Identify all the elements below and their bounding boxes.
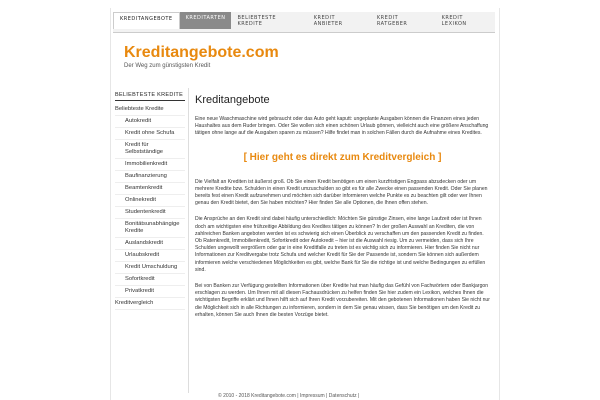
- sidebar-item-sofortkredit[interactable]: Sofortkredit: [115, 274, 185, 286]
- tab-kreditarten[interactable]: KREDITARTEN: [180, 12, 232, 29]
- sidebar-item-kredit-ohne-schufa[interactable]: Kredit ohne Schufa: [115, 128, 185, 140]
- tab-kredit-ratgeber[interactable]: KREDIT RATGEBER: [376, 15, 408, 27]
- kreditvergleich-link[interactable]: [ Hier geht es direkt zum Kreditvergleich ]: [243, 151, 442, 163]
- sidebar-item-beliebteste-kredite[interactable]: Beliebteste Kredite: [115, 104, 185, 116]
- sidebar-item-autokredit[interactable]: Autokredit: [115, 116, 185, 128]
- sidebar-item-bonitaetsunabhaengige-kredite[interactable]: Bonitätsunabhängige Kredite: [115, 219, 185, 238]
- main-content: [195, 88, 490, 328]
- sidebar-item-auslandskredit[interactable]: Auslandskredit: [115, 238, 185, 250]
- site-slogan: Der Weg zum günstigsten Kredit: [124, 63, 211, 69]
- sidebar-item-studentenkredit[interactable]: Studentenkredit: [115, 207, 185, 219]
- sidebar-item-kredit-umschuldung[interactable]: Kredit Umschuldung: [115, 262, 185, 274]
- site-logo[interactable]: Kreditangebote.com: [124, 44, 279, 61]
- footer: © 2010 - 2018 Kreditangebote.com | Impressum | Datenschutz |: [218, 393, 360, 399]
- sidebar-item-privatkredit[interactable]: Privatkredit: [115, 286, 185, 298]
- paragraph-vielfalt: Die Vielfalt an Krediten ist äußerst groß. Ob Sie einen Kredit benötigen um einen kurzfristigen Engpass abzudecken oder um mehrere Kredite bzw. Schulden in einen Kredit umzuschulden so gibt es für alle Zwecke einen passenden Kredit. Oder Sie planen bereits fest einen Kredit aufzunehmen und möchten sich darüber informieren welche Punkte es zu beachten gilt oder wer Ihnen genau den Kredit bietet, den Sie haben möchten? Hier finden Sie alle Optionen, die Ihnen offen stehen.: [195, 178, 488, 207]
- column-divider: [188, 88, 189, 393]
- header-divider: [113, 32, 495, 33]
- tab-kredit-lexikon[interactable]: KREDIT LEXIKON: [441, 15, 467, 27]
- sidebar-item-baufinanzierung[interactable]: Baufinanzierung: [115, 171, 185, 183]
- sidebar-heading: BELIEBTESTE KREDITE: [115, 92, 185, 101]
- sidebar-item-kreditvergleich[interactable]: Kreditvergleich: [115, 298, 185, 310]
- page-title: Kreditangebote: [195, 94, 270, 106]
- top-navigation: [113, 12, 495, 32]
- sidebar: [115, 92, 185, 310]
- sidebar-item-onlinekredit[interactable]: Onlinekredit: [115, 195, 185, 207]
- tab-kredit-anbieter[interactable]: KREDIT ANBIETER: [313, 15, 343, 27]
- intro-paragraph: Eine neue Waschmaschine wird gebraucht oder das Auto geht kaputt: ungeplante Ausgaben können die Finanzen eines jeden Haushaltes aus dem Ruder bringen. Oder Sie wollen sich einen schönen Urlaub gönnen, vielleicht auch eine größere Anschaffung tätigen ohne lange auf die Ausgaben sparen zu müssen? Hilfe findet man in solchen Fällen durch die Aufnahme eines Kredites.: [195, 116, 489, 137]
- paragraph-banken-informationen: Bei von Banken zur Verfügung gestellten Informationen über Kredite hat man häufig das Gefühl von Fachwörtern oder Bankjargon erschlagen zu werden. Um Ihnen mit all diesen Fachausdrücken zu helfen finden Sie hier zudem ein Lexikon, welches Ihnen die wichtigsten Begriffe erklärt und Ihnen hilft sich auf Ihren Kredit vorzubereiten. Mit den gebotenen Informationen haben Sie nicht nur die Möglichkeit sich in alle Richtungen zu informieren, sondern in dem Sie genau wissen, dass Sie benötigen um den Kredit zu erhalten, können Sie auch Ihnen die besten Vorzüge bietet.: [195, 283, 490, 318]
- sidebar-item-beamtenkredit[interactable]: Beamtenkredit: [115, 183, 185, 195]
- paragraph-ansprueche: Die Ansprüche an den Kredit sind dabei häufig unterschiedlich: Möchten Sie günstige Zinsen, eine lange Laufzeit oder ist Ihnen doch am wichtigsten eine frühzeitige Abbildung des Kredites tätigen zu können? In der großen Auswahl an Krediten, die von zahlreichen Banken angeboten werden ist es schwierig sich einen Überblick zu verschaffen um den passenden Kredit zu finden. Ob Ratenkredit, Immobilienkredit, Sofortkredit oder Autokredit – hier ist die Auswahl riesig. Um zu vermeiden, dass sich Ihre Schulden ungewollt vergrößern oder gar in eine Kreditfalle zu treten ist es wichtig sich zu informieren. Hier finden Sie nicht nur Informationen zur Kreditvergabe trotz Schufa und welcher Kredit für Sie der Passende ist, sondern Sie können sich außerdem informieren welche verschiedenen Möglichkeiten es gibt, welche Bank für Sie die richtige ist und welche Bedingungen zu erfüllen sind.: [195, 216, 486, 273]
- sidebar-item-urlaubskredit[interactable]: Urlaubskredit: [115, 250, 185, 262]
- sidebar-item-kredit-selbststaendige[interactable]: Kredit für Selbstständige: [115, 140, 185, 159]
- tab-kreditangebote[interactable]: KREDITANGEBOTE: [113, 12, 180, 29]
- tab-beliebteste-kredite[interactable]: BELIEBTESTE KREDITE: [237, 15, 277, 27]
- sidebar-item-immobilienkredit[interactable]: Immobilienkredit: [115, 159, 185, 171]
